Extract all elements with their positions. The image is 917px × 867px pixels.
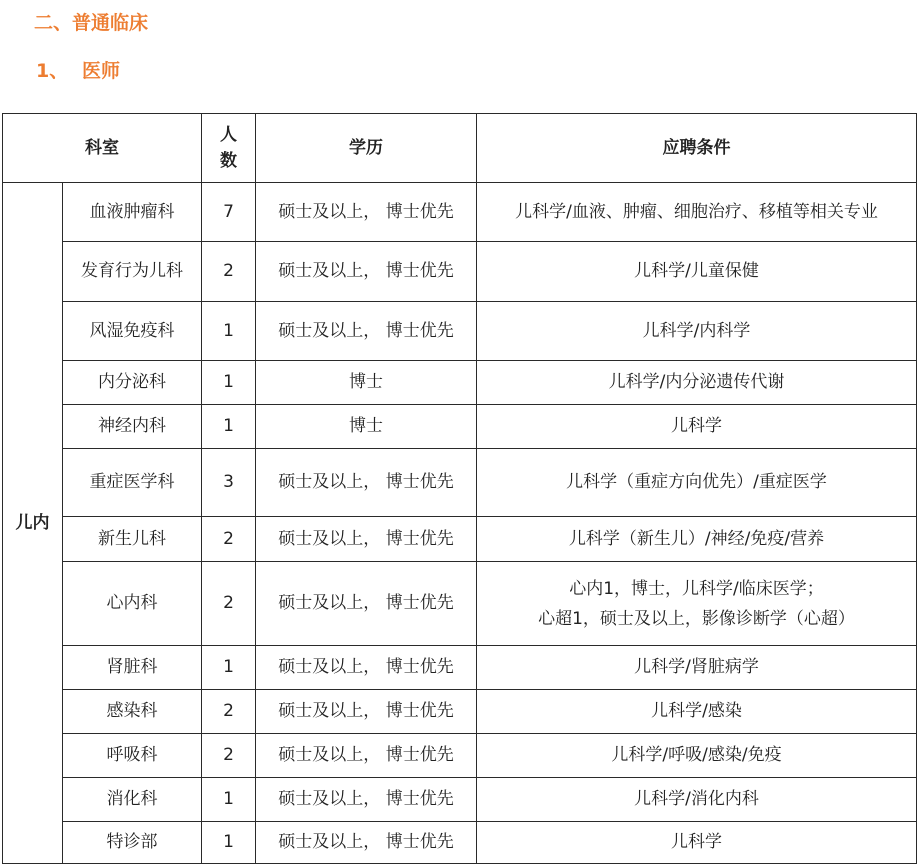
table-row <box>3 405 917 449</box>
department-cell: 内分泌科 <box>63 361 202 405</box>
requirements-line: 心内1，博士，儿科学/临床医学； <box>569 578 824 599</box>
department-cell: 风湿免疫科 <box>63 302 202 361</box>
department-cell: 血液肿瘤科 <box>63 183 202 242</box>
table-row <box>3 778 917 822</box>
requirements-line: 心超1，硕士及以上，影像诊断学（心超） <box>538 608 855 629</box>
table-body <box>3 183 917 864</box>
requirements-line: 儿科学/呼吸/感染/免疫 <box>611 745 782 766</box>
table-row <box>3 690 917 734</box>
education-cell: 硕士及以上， 博士优先 <box>256 734 477 778</box>
sub-heading-title: 医师 <box>82 60 121 82</box>
section-heading: 二、普通临床 <box>34 12 149 34</box>
table-row <box>3 183 917 242</box>
header-count-line2: 数 <box>220 151 237 171</box>
count-cell: 2 <box>202 242 256 302</box>
department-cell: 消化科 <box>63 778 202 822</box>
requirements-cell <box>477 690 917 734</box>
table-row <box>3 562 917 646</box>
requirements-line: 儿科学/儿童保健 <box>634 261 759 282</box>
table-row <box>3 449 917 517</box>
count-cell: 1 <box>202 405 256 449</box>
education-cell: 硕士及以上， 博士优先 <box>256 517 477 562</box>
education-cell: 硕士及以上， 博士优先 <box>256 562 477 646</box>
department-cell: 特诊部 <box>63 822 202 864</box>
sub-heading <box>36 56 120 83</box>
education-cell: 硕士及以上， 博士优先 <box>256 449 477 517</box>
requirements-line: 儿科学 <box>671 832 722 853</box>
requirements-cell <box>477 734 917 778</box>
requirements-line: 儿科学/消化内科 <box>634 789 759 810</box>
education-cell: 硕士及以上， 博士优先 <box>256 822 477 864</box>
count-cell: 2 <box>202 734 256 778</box>
table-row <box>3 242 917 302</box>
education-cell: 博士 <box>256 361 477 405</box>
sub-heading-number: 1、 <box>36 60 69 82</box>
requirements-line: 儿科学（新生儿）/神经/免疫/营养 <box>568 528 825 549</box>
requirements-line: 儿科学/内分泌遗传代谢 <box>608 372 785 393</box>
header-department: 科室 <box>3 114 202 183</box>
requirements-line: 儿科学/肾脏病学 <box>634 657 759 678</box>
requirements-line: 儿科学 <box>671 416 722 437</box>
requirements-cell <box>477 405 917 449</box>
header-count <box>202 114 256 183</box>
requirements-cell <box>477 822 917 864</box>
requirements-cell <box>477 449 917 517</box>
education-cell: 博士 <box>256 405 477 449</box>
requirements-cell <box>477 242 917 302</box>
education-cell: 硕士及以上， 博士优先 <box>256 778 477 822</box>
count-cell: 7 <box>202 183 256 242</box>
count-cell: 3 <box>202 449 256 517</box>
requirements-line: 儿科学/感染 <box>651 701 742 722</box>
count-cell: 1 <box>202 822 256 864</box>
count-cell: 1 <box>202 778 256 822</box>
count-cell: 1 <box>202 646 256 690</box>
education-cell: 硕士及以上， 博士优先 <box>256 242 477 302</box>
recruitment-table <box>2 113 917 864</box>
department-cell: 重症医学科 <box>63 449 202 517</box>
requirements-line: 儿科学/血液、肿瘤、细胞治疗、移植等相关专业 <box>515 201 878 222</box>
requirements-cell <box>477 183 917 242</box>
requirements-cell <box>477 646 917 690</box>
requirements-line: 儿科学（重症方向优先）/重症医学 <box>566 472 827 493</box>
count-cell: 2 <box>202 562 256 646</box>
count-cell: 1 <box>202 361 256 405</box>
requirements-line: 儿科学/内科学 <box>642 320 751 341</box>
education-cell: 硕士及以上， 博士优先 <box>256 646 477 690</box>
table-row <box>3 302 917 361</box>
department-cell: 神经内科 <box>63 405 202 449</box>
table-row <box>3 646 917 690</box>
requirements-cell <box>477 517 917 562</box>
requirements-cell <box>477 302 917 361</box>
table-row <box>3 822 917 864</box>
department-cell: 发育行为儿科 <box>63 242 202 302</box>
education-cell: 硕士及以上， 博士优先 <box>256 183 477 242</box>
table-row <box>3 517 917 562</box>
count-cell: 2 <box>202 517 256 562</box>
requirements-cell <box>477 361 917 405</box>
education-cell: 硕士及以上， 博士优先 <box>256 690 477 734</box>
count-cell: 2 <box>202 690 256 734</box>
requirements-cell <box>477 562 917 646</box>
table-row <box>3 734 917 778</box>
requirements-cell <box>477 778 917 822</box>
department-cell: 肾脏科 <box>63 646 202 690</box>
count-cell: 1 <box>202 302 256 361</box>
header-requirements: 应聘条件 <box>477 114 917 183</box>
group-cell: 儿内 <box>3 183 63 864</box>
department-cell: 心内科 <box>63 562 202 646</box>
table-header-row <box>3 114 917 183</box>
table-row <box>3 361 917 405</box>
department-cell: 呼吸科 <box>63 734 202 778</box>
header-education: 学历 <box>256 114 477 183</box>
department-cell: 感染科 <box>63 690 202 734</box>
education-cell: 硕士及以上， 博士优先 <box>256 302 477 361</box>
department-cell: 新生儿科 <box>63 517 202 562</box>
header-count-line1: 人 <box>220 124 237 145</box>
